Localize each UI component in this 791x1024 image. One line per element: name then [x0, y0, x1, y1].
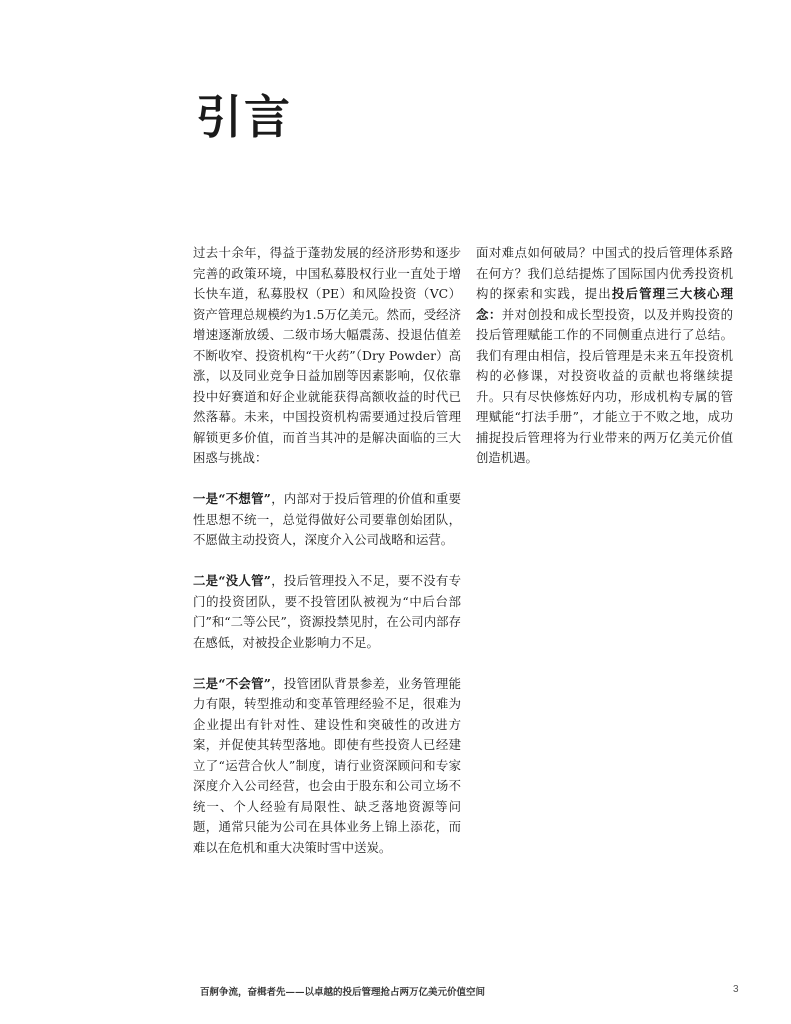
point-1-body: ，内部对于投后管理的价值和重要性思想不统一，总觉得做好公司要靠创始团队，不愿做主动投资人，深度介入公司战略和运营。 [193, 491, 461, 547]
point-2-paragraph [193, 571, 461, 653]
point-2-heading: 二是“没人管” [193, 573, 271, 588]
point-3-heading: 三是“不会管” [193, 675, 271, 691]
page-title: 引言 [196, 90, 292, 144]
solution-text-before: 面对难点如何破局？中国式的投后管理体系路在何方？我们总结提炼了国际国内优秀投资机构的探索和实践，提出 [476, 245, 733, 301]
point-3-paragraph [193, 674, 461, 859]
core-concepts-highlight: 投后管理三大核心理念： [476, 286, 734, 322]
page-number: 3 [733, 984, 739, 995]
point-2-body: ，投后管理投入不足，要不没有专门的投资团队，要不投管团队被视为“中后台部门”和“二等公民”，资源投禁见肘，在公司内部存在感低，对被投企业影响力不足。 [193, 573, 461, 650]
footer-running-title: 百舸争流，奋楫者先——以卓越的投后管理抢占两万亿美元价值空间 [200, 987, 486, 998]
right-column [476, 243, 733, 489]
point-1-heading: 一是“不想管” [193, 491, 271, 506]
solution-paragraph [476, 243, 733, 469]
solution-text-after: 并对创投和成长型投资，以及并购投资的投后管理赋能工作的不同侧重点进行了总结。我们有理由相信，投后管理是未来五年投资机构的必修课，对投资收益的贡献也将继续提升。只有尽快修炼好内功，形成机构专属的管理赋能“打法手册”，才能立于不败之地，成功捕捉投后管理将为行业带来的两万亿美元价值创造机遇。 [476, 306, 734, 465]
point-3-body: ，投管团队背景参差，业务管理能力有限，转型推动和变革管理经验不足，很难为企业提出有针对性、建设性和突破性的改进方案，并促使其转型落地。即使有些投资人已经建立了“运营合伙人”制度，请行业资深顾问和专家深度介入公司经营，也会由于股东和公司立场不统一、个人经验有局限性、缺乏落地资源等问题，通常只能为公司在具体业务上锦上添花，而难以在危机和重大决策时雪中送炭。 [193, 675, 461, 855]
point-1-paragraph [193, 489, 461, 551]
intro-paragraph: 过去十余年，得益于蓬勃发展的经济形势和逐步完善的政策环境，中国私募股权行业一直处于增长快车道，私募股权（PE）和风险投资（VC）资产管理总规模约为1.5万亿美元。然而，受经济增速逐渐放缓、二级市场大幅震荡、投退估值差不断收窄、投资机构“干火药”（Dry Powder）高涨，以及同业竞争日益加剧等因素影响，仅依靠投中好赛道和好企业就能获得高额收益的时代已然落幕。未来，中国投资机构需要通过投后管理解锁更多价值，而首当其冲的是解决面临的三大困惑与挑战： [193, 245, 461, 465]
left-column [193, 243, 461, 879]
